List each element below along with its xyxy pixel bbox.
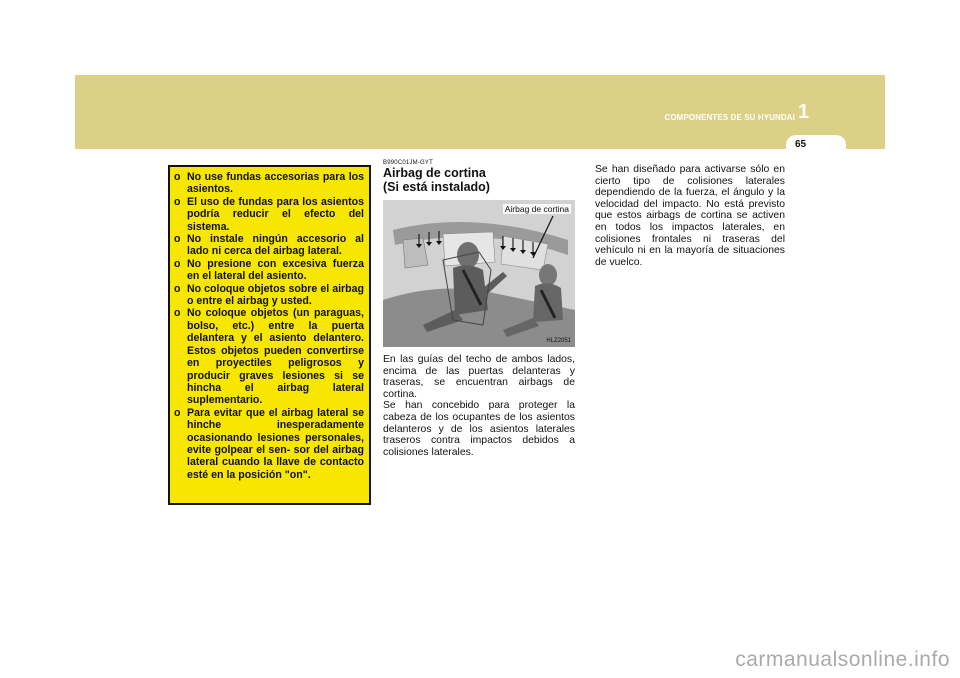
paragraph: En las guías del techo de ambos lados, encima de las puertas delanteras y traseras, se encuentran airbags de cortina. bbox=[383, 354, 575, 400]
warning-item bbox=[174, 233, 364, 258]
paragraph: Se han concebido para proteger la cabeza de los ocupantes de los asientos delanteros y de los asientos laterales traseros contra impactos debidos a colisiones laterales. bbox=[383, 400, 575, 458]
bullet: o bbox=[174, 233, 181, 246]
warning-text: El uso de fundas para los asientos podría reducir el efecto del sistema. bbox=[187, 195, 364, 233]
section-title: COMPONENTES DE SU HYUNDAI bbox=[664, 113, 795, 122]
curtain-airbag-figure bbox=[383, 200, 575, 347]
warning-text: No presione con excesiva fuerza en el lateral del asiento. bbox=[187, 257, 364, 283]
bullet: o bbox=[174, 406, 181, 419]
warning-item bbox=[174, 258, 364, 283]
heading-line-1: Airbag de cortina bbox=[383, 166, 486, 180]
warning-text: No use fundas accesorias para los asientos. bbox=[187, 171, 364, 196]
bullet: o bbox=[174, 307, 181, 320]
figure-code: HLZ2051 bbox=[546, 338, 571, 344]
warning-item bbox=[174, 307, 364, 406]
warning-text: No coloque objetos sobre el airbag o entre el airbag y usted. bbox=[187, 282, 364, 308]
warning-item bbox=[174, 407, 364, 481]
section-heading bbox=[383, 167, 575, 194]
bullet: o bbox=[174, 171, 181, 183]
watermark: carmanualsonline.info bbox=[735, 648, 950, 671]
bullet: o bbox=[174, 257, 181, 270]
section-code: B990C01JM-GYT bbox=[383, 160, 433, 166]
warning-text: No coloque objetos (un paraguas, bolso, etc.) entre la puerta delantera y el asiento delantero. Estos objetos pueden convertirse en proyectiles peligrosos y producir graves lesiones si se hincha el airbag lateral suplementario. bbox=[187, 307, 364, 407]
warning-item bbox=[174, 171, 364, 196]
heading-line-2: (Si está instalado) bbox=[383, 179, 490, 194]
warning-item bbox=[174, 283, 364, 308]
middle-column bbox=[383, 160, 575, 458]
warning-text: Para evitar que el airbag lateral se hinche inesperadamente ocasionando lesiones personales, evite golpear el sen- sor del airbag lateral cuando la llave de contacto esté en la posición "on". bbox=[187, 406, 364, 481]
figure-label: Airbag de cortina bbox=[504, 204, 569, 214]
warning-item bbox=[174, 196, 364, 233]
warning-text: No instale ningún accesorio al lado ni cerca del airbag lateral. bbox=[187, 233, 364, 258]
car-interior-illustration bbox=[383, 200, 575, 347]
paragraph: Se han diseñado para activarse sólo en cierto tipo de colisiones laterales dependiendo de la fuerza, el ángulo y la velocidad del impacto. No está previsto que estos airbags de cortina se activen en todos los impactos laterales, en colisiones frontales ni traseras del vehículo ni en la mayoría de situaciones de vuelco. bbox=[595, 164, 785, 268]
bullet: o bbox=[174, 195, 181, 208]
section-number: 1 bbox=[798, 101, 810, 123]
page-number: 65 bbox=[795, 139, 807, 150]
body-text bbox=[383, 354, 575, 458]
header-band bbox=[75, 75, 885, 149]
right-column bbox=[595, 164, 785, 268]
warning-box bbox=[168, 165, 371, 505]
bullet: o bbox=[174, 282, 181, 295]
